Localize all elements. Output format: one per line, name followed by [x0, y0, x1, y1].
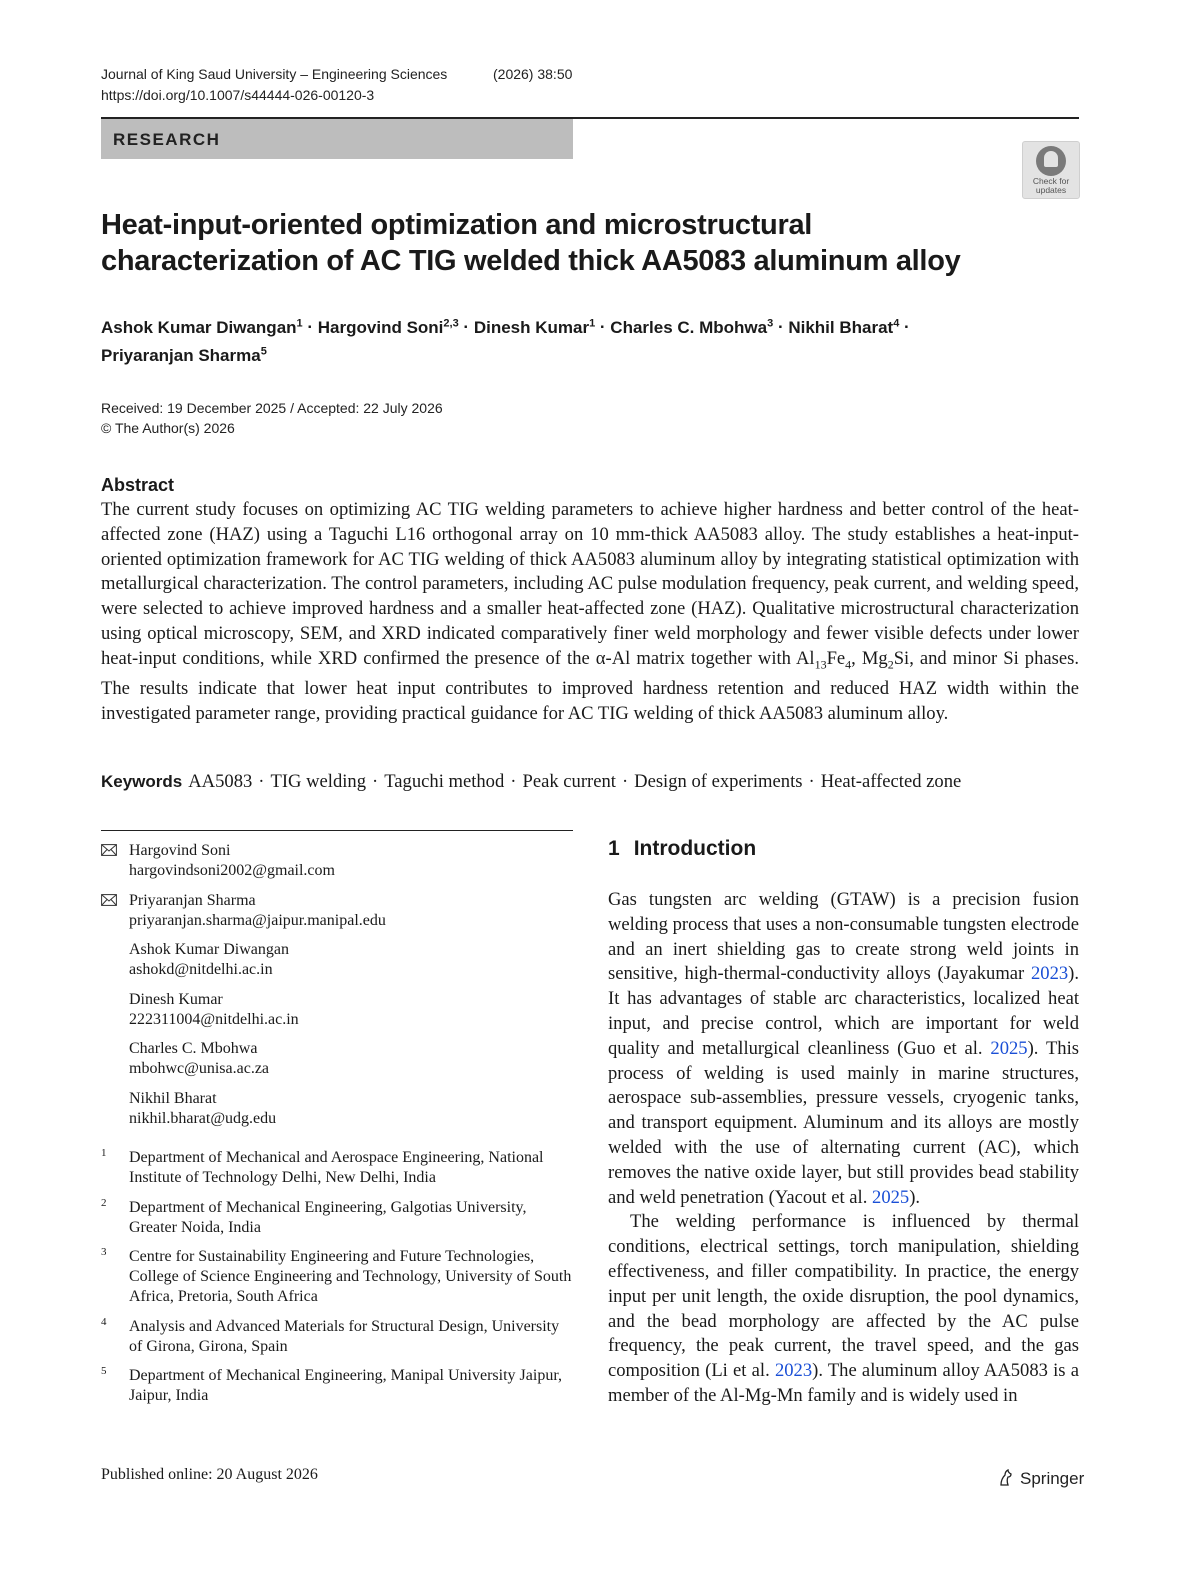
author-affiliation-marker: 1 — [296, 317, 303, 329]
title-line-1: Heat-input-oriented optimization and microstructural — [101, 209, 813, 241]
intro-p1-text-c: ). This process of welding is used mainly in marine structures, aerospace sub-assemblies, pressure vessels, cryogenic tanks, and transport equipment. Aluminum and its alloys are mostly welded with the use of alternating current (AC), which removes the native oxide layer, but still provides bead stability and weld penetration (Yacout et al. — [608, 1037, 1079, 1208]
author-list: Ashok Kumar Diwangan$^1$ · Hargovind Soni$^{2,3}$ · Dinesh Kumar$^1$ · Charles C. Mbohwa$^3$ · Nikhil Bharat$^4$ · Priyaranjan Sharma$^5$ — [101, 317, 910, 366]
keyword: TIG welding — [270, 771, 367, 792]
intro-p1-text-b: ). It has advantages of stable arc characteristics, localized heat input, and precise control, which are important for weld quality and metallurgical cleanliness (Guo et al. — [608, 963, 1079, 1059]
contact-email[interactable]: 222311004@nitdelhi.ac.in — [129, 1010, 299, 1028]
affiliation-entry — [101, 1366, 573, 1406]
abstract-sub-3: 2 — [887, 657, 894, 672]
contact-name: Dinesh Kumar — [129, 990, 223, 1008]
affiliation-text: Analysis and Advanced Materials for Structural Design, University of Girona, Girona, Spain — [129, 1317, 560, 1355]
keyword: AA5083 — [188, 771, 253, 792]
envelope-icon — [101, 894, 117, 906]
affiliation-entry — [101, 1148, 573, 1188]
author — [101, 318, 303, 337]
abstract-body — [101, 498, 1079, 727]
contact-name: Hargovind Soni — [129, 842, 231, 859]
author — [788, 318, 899, 337]
affiliation-text: Department of Mechanical Engineering, Manipal University Jaipur, Jaipur, India — [129, 1367, 562, 1404]
affiliation-number: 1 — [101, 1147, 107, 1159]
bookmark-icon — [1036, 146, 1066, 176]
author — [610, 318, 773, 337]
author-name: Charles C. Mbohwa — [610, 317, 768, 337]
section-title: Introduction — [633, 837, 757, 860]
citation-link[interactable]: 2023 — [774, 1360, 813, 1382]
affiliation-entry — [101, 1198, 573, 1238]
abstract-text-2: Fe — [826, 647, 846, 669]
footnote-rule — [101, 830, 573, 831]
intro-p2-text-b: ). The aluminum alloy AA5083 is a member of the Al-Mg-Mn family and is widely used in — [608, 1360, 1079, 1406]
intro-paragraph-2 — [608, 1210, 1079, 1408]
affiliation-number: 5 — [101, 1365, 107, 1377]
journal-volume: (2026) 38:50 — [493, 66, 573, 82]
contact-email[interactable]: ashokd@nitdelhi.ac.in — [129, 961, 273, 978]
check-updates-line1: Check for — [1032, 176, 1070, 186]
contact-email[interactable]: nikhil.bharat@udg.edu — [129, 1109, 277, 1127]
contact-entry — [101, 990, 573, 1030]
publisher-name: Springer — [1020, 1469, 1085, 1488]
contact-entry — [101, 1089, 573, 1129]
author-name: Nikhil Bharat — [788, 317, 894, 337]
affiliation-number: 4 — [101, 1315, 107, 1328]
author-name: Ashok Kumar Diwangan — [101, 317, 297, 337]
author-affiliation-marker: 1 — [589, 317, 596, 329]
citation-link[interactable]: 2025 — [990, 1037, 1028, 1059]
affiliation-list — [101, 1148, 573, 1416]
abstract-text-3: , Mg — [851, 647, 888, 669]
contact-email[interactable]: priyaranjan.sharma@jaipur.manipal.edu — [129, 911, 386, 929]
introduction-body — [608, 888, 1079, 1409]
keyword: Design of experiments — [634, 771, 803, 792]
journal-header — [101, 64, 573, 106]
intro-p1-text-d: ). — [909, 1186, 921, 1208]
envelope-icon — [101, 844, 117, 856]
abstract-text-4: Si, and minor Si phases. The results indicate that lower heat input contributes to improved hardness retention and reduced HAZ width within the investigated parameter range, providing practical guidance for AC TIG welding of thick AA5083 aluminum alloy. — [101, 647, 1079, 725]
check-for-updates-badge[interactable] — [1022, 141, 1080, 199]
received-accepted: Received: 19 December 2025 / Accepted: 22 July 2026 — [101, 400, 443, 416]
affiliation-entry — [101, 1247, 573, 1307]
article-type-label: RESEARCH — [113, 130, 221, 149]
contact-entry — [101, 1039, 573, 1079]
title-line-2: characterization of AC TIG welded thick AA5083 aluminum alloy — [101, 245, 961, 277]
author-name: Hargovind Soni — [317, 317, 444, 337]
affiliation-text: Centre for Sustainability Engineering and Future Technologies, College of Science Engineering and Technology, University of South Africa, Pretoria, South Africa — [129, 1248, 572, 1305]
keyword-list: AA5083 · TIG welding · Taguchi method · Peak current · Design of experiments · Heat-affected zone — [188, 771, 962, 792]
abstract-heading: Abstract — [101, 475, 175, 495]
author-affiliation-marker: 5 — [260, 345, 267, 358]
author-affiliation-marker: 4 — [893, 317, 900, 329]
contact-name: Priyaranjan Sharma — [129, 891, 256, 909]
affiliation-entry — [101, 1317, 573, 1357]
article-title — [101, 207, 1061, 279]
abstract-text-1: The current study focuses on optimizing AC TIG welding parameters to achieve higher hardness and better control of the heat-affected zone (HAZ) using a Taguchi L16 orthogonal array on 10 mm-thick AA5083 alloy. The study establishes a heat-input-oriented optimization framework for AC TIG welding of thick AA5083 aluminum alloy by integrating statistical optimization with metallurgical characterization. The control parameters, including AC pulse modulation frequency, peak current, and welding speed, were selected to achieve improved hardness and a smaller heat-affected zone (HAZ). Qualitative microstructural characterization using optical microscopy, SEM, and XRD indicated comparatively finer weld morphology and fewer visible defects under lower heat-input conditions, while XRD confirmed the presence of the α-Al matrix together with Al — [101, 499, 1079, 669]
citation-link[interactable]: 2023 — [1030, 963, 1069, 985]
section-number: 1 — [608, 837, 620, 860]
author-affiliation-marker: 2,3 — [443, 317, 459, 329]
keyword: Peak current — [522, 771, 616, 792]
affiliation-text: Department of Mechanical Engineering, Galgotias University, Greater Noida, India — [129, 1198, 527, 1236]
contact-entry — [101, 841, 573, 881]
author — [474, 318, 595, 337]
keyword: Heat-affected zone — [820, 771, 962, 792]
contact-name: Nikhil Bharat — [129, 1089, 217, 1107]
author — [318, 318, 459, 337]
contact-name: Charles C. Mbohwa — [129, 1040, 258, 1057]
doi-link[interactable]: https://doi.org/10.1007/s44444-026-00120-3 — [101, 87, 375, 103]
abstract-sub-1: 13 — [814, 657, 827, 672]
affiliation-text: Department of Mechanical and Aerospace Engineering, National Institute of Technology Delhi, New Delhi, India — [129, 1149, 544, 1186]
contact-email[interactable]: mbohwc@unisa.ac.za — [129, 1060, 270, 1077]
intro-p2-text-a: The welding performance is influenced by thermal conditions, electrical settings, torch manipulation, shielding effectiveness, and filler compatibility. In practice, the energy input per unit length, the oxide disruption, the pool dynamics, and the bead morphology are affected by the AC pulse frequency, the peak current, the travel speed, and the gas composition (Li et al. — [608, 1211, 1079, 1382]
springer-horse-icon — [996, 1468, 1016, 1488]
author-name: Priyaranjan Sharma — [101, 346, 261, 366]
affiliation-number: 2 — [101, 1196, 107, 1209]
published-online: Published online: 20 August 2026 — [101, 1466, 318, 1483]
keyword: Taguchi method — [384, 771, 505, 792]
citation-link[interactable]: 2025 — [872, 1186, 910, 1208]
contact-entry — [101, 940, 573, 980]
intro-p1-text-a: Gas tungsten arc welding (GTAW) is a precision fusion welding process that uses a non-consumable tungsten electrode and an inert shielding gas to create strong weld joints in sensitive, high-thermal-conductivity alloys (Jayakumar — [608, 889, 1079, 985]
keywords-label: Keywords — [101, 772, 183, 791]
article-type-band — [101, 119, 573, 159]
article-dates — [101, 398, 443, 438]
contact-entry — [101, 891, 573, 931]
check-updates-line2: updates — [1035, 185, 1067, 195]
copyright: © The Author(s) 2026 — [101, 420, 235, 436]
section-heading-introduction — [608, 837, 756, 861]
keywords — [101, 769, 1081, 795]
author-name: Dinesh Kumar — [473, 317, 590, 337]
abstract-sub-2: 4 — [845, 657, 852, 672]
intro-paragraph-1 — [608, 888, 1079, 1210]
author-affiliation-marker: 3 — [767, 317, 774, 329]
author — [101, 346, 267, 365]
contact-name: Ashok Kumar Diwangan — [129, 941, 289, 958]
journal-name: Journal of King Saud University – Engineering Sciences — [101, 66, 448, 82]
contact-list — [101, 841, 573, 1138]
contact-email[interactable]: hargovindsoni2002@gmail.com — [129, 862, 335, 879]
affiliation-number: 3 — [101, 1246, 107, 1258]
